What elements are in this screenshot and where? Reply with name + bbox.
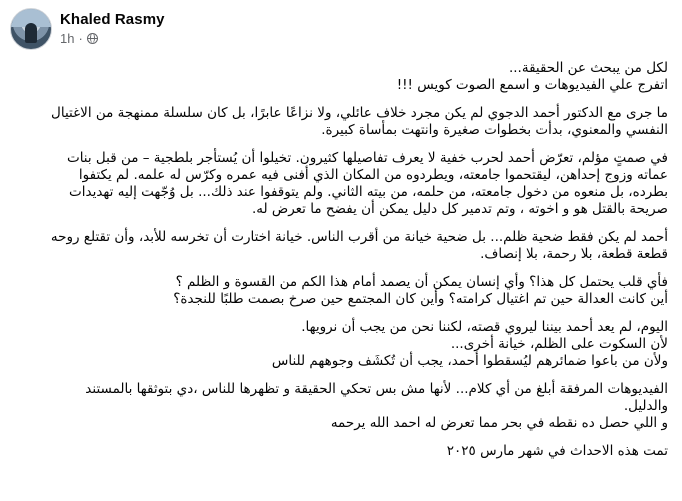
post-paragraph — [14, 60, 668, 94]
avatar-person — [25, 23, 37, 43]
post-paragraph — [14, 274, 668, 308]
post-text-line: و اللي حصل ده نقطه في بحر مما تعرض له احمد الله يرحمه — [330, 415, 668, 431]
post-paragraph — [14, 150, 668, 218]
post-text-line: النفسي والمعنوي، بدأت بخطوات صغيرة وانتهت بمأساة كبيرة. — [321, 122, 668, 138]
post-text-line: فأي قلب يحتمل كل هذا؟ وأي إنسان يمكن أن يصمد أمام هذا الكم من القسوة و الظلم ؟ — [175, 274, 668, 290]
post-text-line: اليوم، لم يعد أحمد بيننا ليروي قصته، لكننا نحن من يجب أن نرويها. — [301, 319, 668, 335]
post-time[interactable]: 1h — [60, 31, 75, 46]
globe-icon[interactable] — [87, 33, 98, 44]
post-paragraph — [14, 381, 668, 432]
post-subline — [60, 31, 165, 46]
post-text-line: قطعة قطعة، بلا رحمة، بلا إنصاف. — [480, 246, 668, 262]
post-text-line: لكل من يبحث عن الحقيقة... — [508, 60, 668, 76]
post-text-line: أين كانت العدالة حين تم اغتيال كرامته؟ وأين كان المجتمع حين صرخ بصمت طلبًا للنجدة؟ — [173, 291, 668, 307]
post-text-line: صريحة بالقتل هو و اخوته ، وتم تدمير كل دليل يمكن أن يفضح ما تعرض له. — [251, 201, 668, 217]
post-text-line: لأن السكوت على الظلم، خيانة أخرى... — [450, 336, 668, 352]
author-name[interactable]: Khaled Rasmy — [60, 11, 165, 28]
post-text-line: بطرده، بل منعوه من دخول جامعته، من حلمه، من بيته الثاني. ولم يتوقفوا عند ذلك... بل وُجّهت إليه تهديدات — [69, 184, 668, 200]
post-paragraph — [14, 443, 668, 460]
post-paragraph — [14, 319, 668, 370]
post-meta — [60, 8, 165, 46]
post-text-line: في صمتٍ مؤلم، تعرّض أحمد لحرب خفية لا يعرف تفاصيلها كثيرون. تخيلوا أن يُستأجر بلطجية – من قبل بنات — [66, 150, 668, 166]
post-body — [14, 60, 668, 471]
post-text-line: اتفرج علي الفيديوهات و اسمع الصوت كويس !!! — [396, 77, 668, 93]
post-text-line: أحمد لم يكن فقط ضحية ظلم... بل ضحية خيانة من أقرب الناس. خيانة اختارت أن تخرسه للأبد، وأن تقتلع روحه — [50, 229, 668, 245]
post-text-line: ما جرى مع الدكتور أحمد الدجوي لم يكن مجرد خلاف عائلي، ولا نزاعًا عابرًا، بل كان سلسلة ممنهجة من الاغتيال — [51, 105, 668, 121]
separator-dot: · — [78, 31, 83, 46]
post-text-line: عماته وزوج إحداهن، ليقتحموا جامعته، ويطردوه من المكان الذي أفنى فيه عمره وكرّس له علمه. لم يكتفوا — [78, 167, 668, 183]
post-paragraph — [14, 229, 668, 263]
post-text-line: ولأن من باعوا ضمائرهم ليُسقطوا أحمد، يجب أن تُكشَف وجوههم للناس — [271, 353, 668, 369]
post-text-line: والدليل. — [623, 398, 668, 414]
post-text-line: تمت هذه الاحداث في شهر مارس ٢٠٢٥ — [446, 443, 668, 459]
post-paragraph — [14, 105, 668, 139]
avatar[interactable] — [10, 8, 52, 50]
post-header — [10, 8, 165, 56]
post-text-line: الفيديوهات المرفقة أبلغ من أي كلام... لأنها مش بس تحكي الحقيقة و تظهرها للناس ،دي بتوثقها بالمستند — [85, 381, 668, 397]
